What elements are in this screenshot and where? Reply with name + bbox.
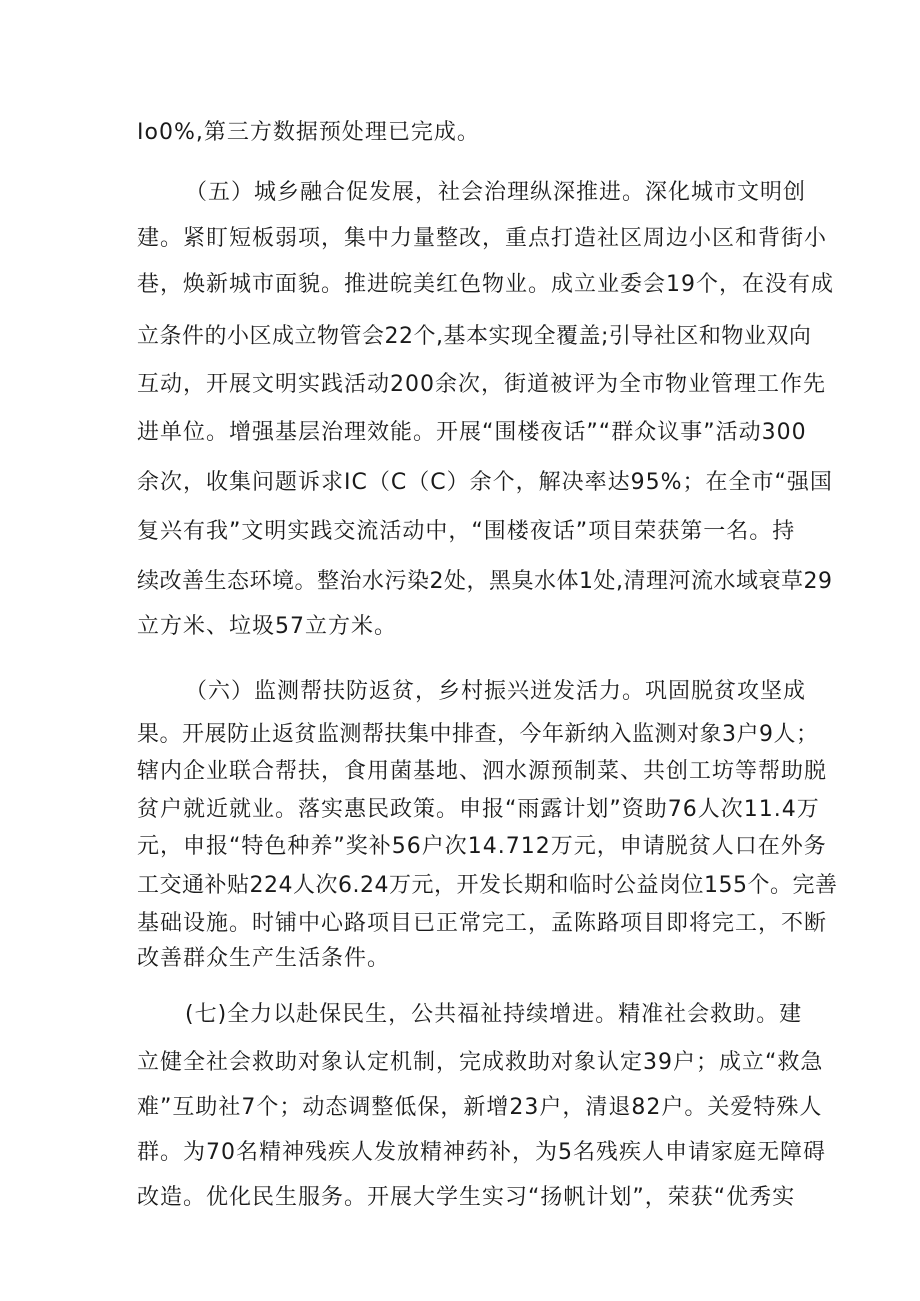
paragraph-1-line-2: 巷，焕新城市面貌。推进皖美红色物业。成立业委会19个，在没有成 bbox=[137, 272, 834, 297]
paragraph-2-line-5: 工交通补贴224人次6.24万元，开发长期和临时公益岗位155个。完善 bbox=[137, 873, 838, 898]
paragraph-1-line-8: 续改善生态环境。整治水污染2处，黑臭水体1处,清理河流水域衰草29 bbox=[137, 569, 833, 594]
paragraph-2-line-0: （六）监测帮扶防返贫，乡村振兴迸发活力。巩固脱贫攻坚成 bbox=[185, 679, 807, 704]
paragraph-1-line-6: 余次，收集问题诉求IC（C（C）余个，解决率达95%；在全市“强国 bbox=[137, 470, 833, 495]
paragraph-0-line-0: Io0%,第三方数据预处理已完成。 bbox=[137, 120, 480, 145]
paragraph-3-line-2: 难”互助社7个；动态调整低保，新增23户，清退82户。关爱特殊人 bbox=[137, 1095, 823, 1120]
paragraph-3-line-0: (七)全力以赴保民生，公共福祉持续增进。精准社会救助。建 bbox=[185, 1002, 803, 1027]
paragraph-2-line-7: 改善群众生产生活条件。 bbox=[137, 946, 391, 971]
paragraph-1-line-0: （五）城乡融合促发展，社会治理纵深推进。深化城市文明创 bbox=[185, 180, 807, 205]
paragraph-3-line-3: 群。为70名精神残疾人发放精神药补，为5名残疾人申请家庭无障碍 bbox=[137, 1140, 826, 1165]
paragraph-2-line-1: 果。开展防止返贫监测帮扶集中排查，今年新纳入监测对象3户9人； bbox=[137, 722, 819, 747]
paragraph-2-line-6: 基础设施。时铺中心路项目已正常完工，孟陈路项目即将完工，不断 bbox=[137, 911, 828, 936]
paragraph-3-line-4: 改造。优化民生服务。开展大学生实习“扬帆计划”，荣获“优秀实 bbox=[137, 1185, 796, 1210]
paragraph-1-line-7: 复兴有我”文明实践交流活动中，“围楼夜话”项目荣获第一名。持 bbox=[137, 519, 796, 544]
paragraph-1-line-1: 建。紧盯短板弱项，集中力量整改，重点打造社区周边小区和背街小 bbox=[137, 226, 828, 251]
paragraph-1-line-5: 进单位。增强基层治理效能。开展“围楼夜话”“群众议事”活动300 bbox=[137, 420, 807, 445]
paragraph-3-line-1: 立健全社会救助对象认定机制，完成救助对象认定39户；成立“救急 bbox=[137, 1050, 824, 1075]
paragraph-2-line-3: 贫户就近就业。落实惠民政策。申报“雨露计划”资助76人次11.4万 bbox=[137, 797, 820, 822]
paragraph-2-line-2: 辖内企业联合帮扶，食用菌基地、泗水源预制菜、共创工坊等帮助脱 bbox=[137, 759, 828, 784]
paragraph-1-line-4: 互动，开展文明实践活动200余次，街道被评为全市物业管理工作先 bbox=[137, 372, 826, 397]
paragraph-1-line-9: 立方米、垃圾57立方米。 bbox=[137, 614, 397, 639]
paragraph-2-line-4: 元，申报“特色种养”奖补56户次14.712万元，申请脱贫人口在外务 bbox=[137, 834, 827, 859]
paragraph-1-line-3: 立条件的小区成立物管会22个,基本实现全覆盖;引导社区和物业双向 bbox=[137, 324, 812, 349]
